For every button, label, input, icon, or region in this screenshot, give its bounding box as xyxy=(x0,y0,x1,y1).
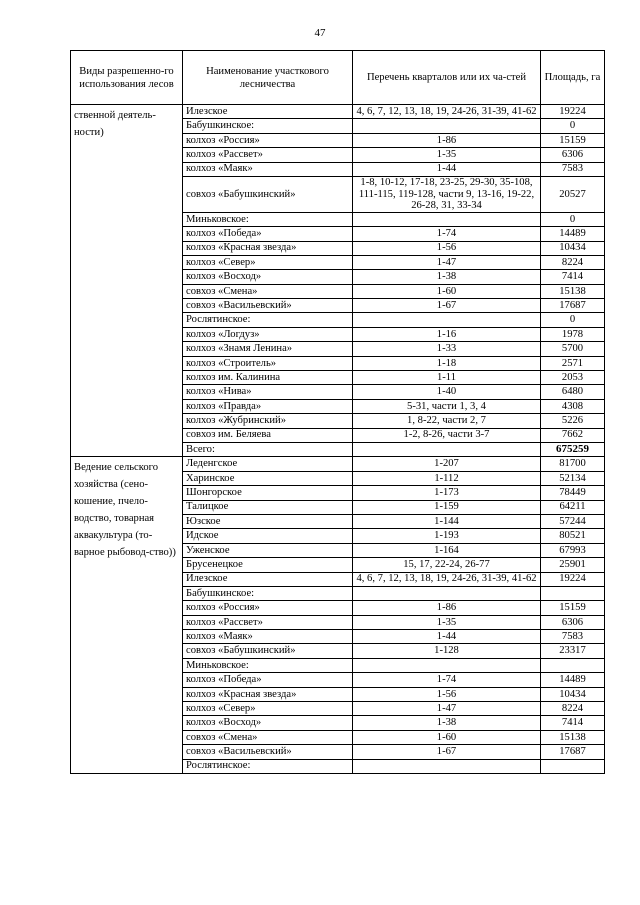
quarters-cell: 1-33 xyxy=(353,342,541,356)
forestry-name-cell: колхоз «Восход» xyxy=(183,270,353,284)
quarters-cell: 1-18 xyxy=(353,356,541,370)
quarters-cell: 1-207 xyxy=(353,457,541,471)
forestry-name-cell: Миньковское: xyxy=(183,212,353,226)
forestry-name-cell: совхоз им. Беляева xyxy=(183,428,353,442)
forestry-name-cell: колхоз «Восход» xyxy=(183,716,353,730)
quarters-cell: 1-128 xyxy=(353,644,541,658)
forestry-name-cell: совхоз «Васильевский» xyxy=(183,299,353,313)
header-use-type: Виды разрешенно-го использования лесов xyxy=(71,51,183,105)
quarters-cell: 1-56 xyxy=(353,241,541,255)
area-cell: 7583 xyxy=(541,630,605,644)
forestry-name-cell: колхоз «Север» xyxy=(183,255,353,269)
header-quarters: Перечень кварталов или их ча-стей xyxy=(353,51,541,105)
forestry-name-cell: Бабушкинское: xyxy=(183,119,353,133)
area-cell: 0 xyxy=(541,212,605,226)
area-cell: 57244 xyxy=(541,514,605,528)
area-cell: 7414 xyxy=(541,716,605,730)
area-cell: 2053 xyxy=(541,371,605,385)
quarters-cell xyxy=(353,313,541,327)
area-cell: 6306 xyxy=(541,615,605,629)
area-cell: 14489 xyxy=(541,673,605,687)
forestry-name-cell: совхоз «Бабушкинский» xyxy=(183,176,353,212)
forestry-name-cell: Рослятинское: xyxy=(183,313,353,327)
area-cell: 675259 xyxy=(541,442,605,456)
area-cell: 4308 xyxy=(541,399,605,413)
forestry-name-cell: колхоз «Красная звезда» xyxy=(183,687,353,701)
forestry-name-cell: колхоз «Маяк» xyxy=(183,630,353,644)
quarters-cell: 1-40 xyxy=(353,385,541,399)
quarters-cell: 1-44 xyxy=(353,162,541,176)
quarters-cell: 1-16 xyxy=(353,327,541,341)
area-cell: 10434 xyxy=(541,241,605,255)
quarters-cell: 1-159 xyxy=(353,500,541,514)
quarters-cell: 15, 17, 22-24, 26-77 xyxy=(353,558,541,572)
area-cell: 0 xyxy=(541,313,605,327)
forestry-name-cell: Идское xyxy=(183,529,353,543)
forestry-name-cell: колхоз «Нива» xyxy=(183,385,353,399)
use-type-cell: Ведение сельского хозяйства (сено-кошение, пчело-водство, товарная аквакультура (то-варное рыбовод-ство)) xyxy=(71,457,183,774)
area-cell: 15138 xyxy=(541,284,605,298)
use-type-cell: ственной деятель-ности) xyxy=(71,105,183,457)
area-cell: 20527 xyxy=(541,176,605,212)
quarters-cell: 1-38 xyxy=(353,716,541,730)
area-cell: 7583 xyxy=(541,162,605,176)
quarters-cell: 1-47 xyxy=(353,255,541,269)
forestry-name-cell: Илезское xyxy=(183,572,353,586)
quarters-cell: 1-193 xyxy=(353,529,541,543)
area-cell: 67993 xyxy=(541,543,605,557)
area-cell: 23317 xyxy=(541,644,605,658)
area-cell: 25901 xyxy=(541,558,605,572)
area-cell: 52134 xyxy=(541,471,605,485)
area-cell: 15159 xyxy=(541,133,605,147)
forestry-name-cell: колхоз им. Калинина xyxy=(183,371,353,385)
table-row xyxy=(71,457,605,471)
area-cell: 0 xyxy=(541,119,605,133)
quarters-cell: 1-2, 8-26, части 3-7 xyxy=(353,428,541,442)
quarters-cell: 1-112 xyxy=(353,471,541,485)
forestry-name-cell: Илезское xyxy=(183,105,353,119)
forestry-name-cell: совхоз «Васильевский» xyxy=(183,745,353,759)
area-cell: 7662 xyxy=(541,428,605,442)
area-cell: 19224 xyxy=(541,572,605,586)
forestry-name-cell: колхоз «Знамя Ленина» xyxy=(183,342,353,356)
area-cell: 8224 xyxy=(541,702,605,716)
quarters-cell xyxy=(353,212,541,226)
forestry-name-cell: колхоз «Логдуз» xyxy=(183,327,353,341)
forestry-name-cell: Бабушкинское: xyxy=(183,586,353,600)
quarters-cell xyxy=(353,586,541,600)
quarters-cell: 1-44 xyxy=(353,630,541,644)
quarters-cell: 4, 6, 7, 12, 13, 18, 19, 24-26, 31-39, 41-62 xyxy=(353,572,541,586)
quarters-cell: 1-60 xyxy=(353,284,541,298)
forestry-name-cell: совхоз «Смена» xyxy=(183,730,353,744)
area-cell xyxy=(541,658,605,672)
quarters-cell: 1-86 xyxy=(353,601,541,615)
forestry-name-cell: Уженское xyxy=(183,543,353,557)
area-cell: 17687 xyxy=(541,745,605,759)
quarters-cell xyxy=(353,658,541,672)
table-row xyxy=(71,105,605,119)
quarters-cell: 1-47 xyxy=(353,702,541,716)
forestry-name-cell: колхоз «Север» xyxy=(183,702,353,716)
quarters-cell: 4, 6, 7, 12, 13, 18, 19, 24-26, 31-39, 41-62 xyxy=(353,105,541,119)
forestry-name-cell: колхоз «Правда» xyxy=(183,399,353,413)
forestry-name-cell: колхоз «Рассвет» xyxy=(183,615,353,629)
area-cell: 10434 xyxy=(541,687,605,701)
area-cell: 5700 xyxy=(541,342,605,356)
quarters-cell: 1-56 xyxy=(353,687,541,701)
table-body xyxy=(71,105,605,774)
area-cell: 17687 xyxy=(541,299,605,313)
area-cell xyxy=(541,759,605,773)
area-cell: 19224 xyxy=(541,105,605,119)
quarters-cell: 1-86 xyxy=(353,133,541,147)
page-number: 47 xyxy=(314,27,326,39)
area-cell: 15138 xyxy=(541,730,605,744)
area-cell: 7414 xyxy=(541,270,605,284)
forestry-name-cell: Харинское xyxy=(183,471,353,485)
area-cell: 1978 xyxy=(541,327,605,341)
forestry-name-cell: колхоз «Красная звезда» xyxy=(183,241,353,255)
quarters-cell: 1, 8-22, части 2, 7 xyxy=(353,414,541,428)
forestry-name-cell: колхоз «Победа» xyxy=(183,227,353,241)
quarters-cell: 1-35 xyxy=(353,148,541,162)
forestry-name-cell: колхоз «Победа» xyxy=(183,673,353,687)
forest-use-table xyxy=(70,50,605,774)
area-cell: 14489 xyxy=(541,227,605,241)
quarters-cell: 1-67 xyxy=(353,745,541,759)
forestry-name-cell: колхоз «Россия» xyxy=(183,601,353,615)
forestry-name-cell: колхоз «Строитель» xyxy=(183,356,353,370)
area-cell: 64211 xyxy=(541,500,605,514)
quarters-cell xyxy=(353,759,541,773)
quarters-cell: 1-164 xyxy=(353,543,541,557)
area-cell: 6480 xyxy=(541,385,605,399)
forestry-name-cell: совхоз «Смена» xyxy=(183,284,353,298)
table-header-row xyxy=(71,51,605,105)
forestry-name-cell: Брусенецкое xyxy=(183,558,353,572)
quarters-cell: 1-38 xyxy=(353,270,541,284)
quarters-cell: 1-11 xyxy=(353,371,541,385)
forestry-name-cell: Миньковское: xyxy=(183,658,353,672)
quarters-cell xyxy=(353,442,541,456)
area-cell: 80521 xyxy=(541,529,605,543)
forestry-name-cell: Леденгское xyxy=(183,457,353,471)
area-cell: 5226 xyxy=(541,414,605,428)
quarters-cell: 5-31, части 1, 3, 4 xyxy=(353,399,541,413)
forestry-name-cell: Шонгорское xyxy=(183,486,353,500)
area-cell: 8224 xyxy=(541,255,605,269)
forestry-name-cell: Талицкое xyxy=(183,500,353,514)
quarters-cell: 1-67 xyxy=(353,299,541,313)
forestry-name-cell: колхоз «Россия» xyxy=(183,133,353,147)
header-forestry-name: Наименование участкового лесничества xyxy=(183,51,353,105)
quarters-cell: 1-8, 10-12, 17-18, 23-25, 29-30, 35-108, 111-115, 119-128, части 9, 13-16, 19-22, 26-28, 31, 33-34 xyxy=(353,176,541,212)
quarters-cell: 1-74 xyxy=(353,227,541,241)
quarters-cell: 1-173 xyxy=(353,486,541,500)
forestry-name-cell: совхоз «Бабушкинский» xyxy=(183,644,353,658)
quarters-cell: 1-144 xyxy=(353,514,541,528)
forestry-name-cell: колхоз «Рассвет» xyxy=(183,148,353,162)
area-cell: 2571 xyxy=(541,356,605,370)
quarters-cell xyxy=(353,119,541,133)
header-area: Площадь, га xyxy=(541,51,605,105)
quarters-cell: 1-60 xyxy=(353,730,541,744)
forestry-name-cell: колхоз «Жубринский» xyxy=(183,414,353,428)
forestry-name-cell: Всего: xyxy=(183,442,353,456)
area-cell: 81700 xyxy=(541,457,605,471)
area-cell xyxy=(541,586,605,600)
area-cell: 78449 xyxy=(541,486,605,500)
forestry-name-cell: Рослятинское: xyxy=(183,759,353,773)
area-cell: 6306 xyxy=(541,148,605,162)
area-cell: 15159 xyxy=(541,601,605,615)
forestry-name-cell: колхоз «Маяк» xyxy=(183,162,353,176)
forestry-name-cell: Юзское xyxy=(183,514,353,528)
quarters-cell: 1-35 xyxy=(353,615,541,629)
quarters-cell: 1-74 xyxy=(353,673,541,687)
